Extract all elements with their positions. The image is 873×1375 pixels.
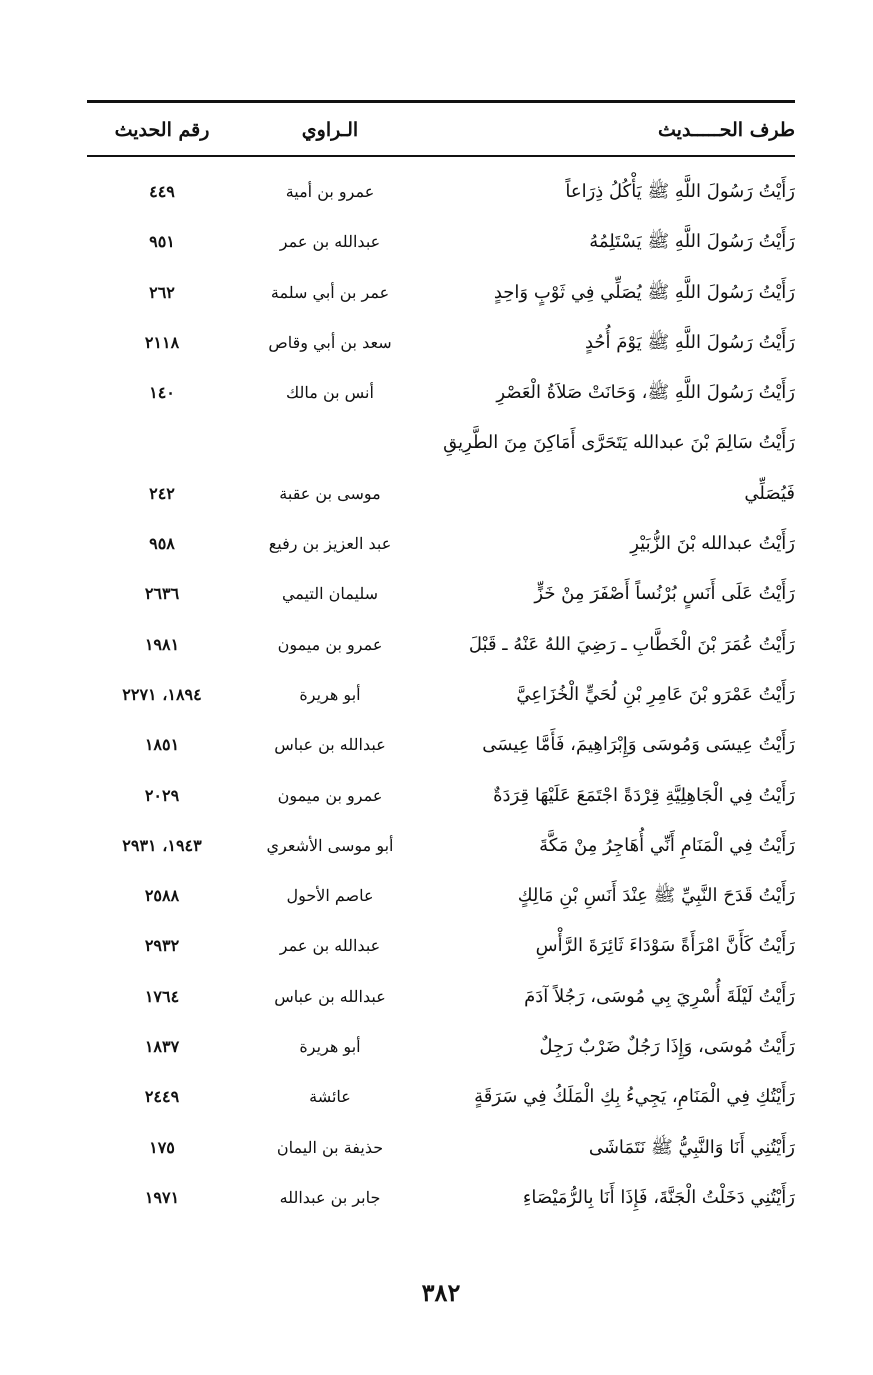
top-rule bbox=[87, 100, 795, 103]
table-row bbox=[87, 1075, 795, 1125]
hadith-text: رَأَيْتُ عِيسَى وَمُوسَى وَإِبْرَاهِيمَ، فَأَمَّا عِيسَى bbox=[482, 734, 795, 756]
narrator: سليمان التيمي bbox=[281, 584, 379, 604]
hadith-text: رَأَيْتُ عَلَى أَنَسٍ بُرْنُساً أَصْفَرَ مِنْ خَزٍّ bbox=[534, 583, 795, 605]
hadith-text: رَأَيْتُ مُوسَى، وَإِذَا رَجُلٌ ضَرْبٌ رَجِلٌ bbox=[539, 1036, 795, 1058]
narrator: موسى بن عقبة bbox=[279, 483, 381, 503]
header-rawi: الـراوي bbox=[301, 119, 359, 141]
narrator: جابر بن عبدالله bbox=[279, 1187, 381, 1207]
hadith-text: رَأَيْتُ لَيْلَةَ أُسْرِيَ بِي مُوسَى، رَجُلاً آدَمَ bbox=[524, 985, 795, 1007]
hadith-text: رَأَيْتُ عُمَرَ بْنَ الْخَطَّابِ ـ رَضِيَ اللهُ عَنْهُ ـ قَبْلَ bbox=[468, 633, 795, 655]
table-row bbox=[87, 924, 795, 974]
narrator: عمر بن أبي سلمة bbox=[270, 282, 390, 302]
narrator: عمرو بن ميمون bbox=[277, 785, 383, 805]
hadith-number: ٢٦٢ bbox=[149, 282, 175, 302]
table-row bbox=[87, 472, 795, 522]
hadith-number: ١٩٨١ bbox=[144, 634, 180, 654]
hadith-number: ٢٩٣٢ bbox=[144, 936, 180, 956]
table-body bbox=[87, 170, 795, 1226]
table-row bbox=[87, 874, 795, 924]
hadith-number: ١٨٩٤، ٢٢٧١ bbox=[122, 684, 202, 704]
table-row bbox=[87, 774, 795, 824]
narrator: عائشة bbox=[309, 1087, 351, 1107]
narrator: أبو هريرة bbox=[299, 1037, 361, 1057]
table-row bbox=[87, 271, 795, 321]
narrator: أبو هريرة bbox=[299, 684, 361, 704]
hadith-text: رَأَيْتُ سَالِمَ بْنَ عبدالله يَتَحَرَّى أَمَاكِنَ مِنَ الطَّرِيقِ bbox=[443, 432, 795, 454]
hadith-number: ١٨٣٧ bbox=[144, 1037, 180, 1057]
hadith-number: ١٩٧١ bbox=[144, 1187, 180, 1207]
hadith-number: ١٩٤٣، ٢٩٣١ bbox=[122, 835, 202, 855]
table-row bbox=[87, 321, 795, 371]
hadith-number: ٢١١٨ bbox=[144, 332, 180, 352]
hadith-text: رَأَيْتُ قَدَحَ النَّبِيِّ ﷺ عِنْدَ أَنَسِ بْنِ مَالِكٍ bbox=[517, 885, 795, 907]
table-row bbox=[87, 170, 795, 220]
hadith-text: رَأَيْتُ كَأَنَّ امْرَأَةً سَوْدَاءَ ثَائِرَةَ الرَّأْسِ bbox=[535, 935, 795, 957]
hadith-text: رَأَيْتُ رَسُولَ اللَّهِ ﷺ يَأْكُلُ ذِرَاعاً bbox=[565, 181, 795, 202]
narrator: عاصم الأحول bbox=[286, 886, 374, 906]
hadith-text: رَأَيْتُنِي دَخَلْتُ الْجَنَّةَ، فَإِذَا أَنَا بِالرُّمَيْصَاءِ bbox=[522, 1186, 795, 1208]
narrator: أبو موسى الأشعري bbox=[266, 835, 394, 855]
table-row bbox=[87, 1126, 795, 1176]
table-row bbox=[87, 421, 795, 471]
narrator: عبد العزيز بن رفيع bbox=[268, 534, 392, 554]
table-row bbox=[87, 572, 795, 622]
index-page bbox=[87, 100, 795, 1307]
header-hadith: طرف الحـــــديث bbox=[658, 119, 795, 141]
hadith-text: رَأَيْتُ فِي الْمَنَامِ أَنِّي أُهَاجِرُ مِنْ مَكَّةَ bbox=[539, 834, 795, 856]
hadith-number: ١٤٠ bbox=[149, 383, 175, 403]
hadith-text: رَأَيْتُكِ فِي الْمَنَامِ، يَجِيءُ بِكِ الْمَلَكُ فِي سَرَقَةٍ bbox=[474, 1086, 795, 1108]
hadith-text: رَأَيْتُ رَسُولَ اللَّهِ ﷺ يُصَلِّي فِي ثَوْبٍ وَاحِدٍ bbox=[493, 281, 795, 303]
hadith-text: فَيُصَلِّي bbox=[744, 482, 795, 504]
hadith-number: ١٨٥١ bbox=[144, 735, 180, 755]
narrator: عبدالله بن عباس bbox=[274, 735, 386, 755]
hadith-number: ٢٤٢ bbox=[149, 483, 175, 503]
narrator: عبدالله بن عباس bbox=[274, 986, 386, 1006]
table-row bbox=[87, 975, 795, 1025]
hadith-text: رَأَيْتُ رَسُولَ اللَّهِ ﷺ، وَحَانَتْ صَلاَةُ الْعَصْرِ bbox=[496, 382, 795, 404]
hadith-text: رَأَيْتُنِي أَنَا وَالنَّبِيُّ ﷺ نَتَمَاشَى bbox=[588, 1136, 795, 1158]
hadith-text: رَأَيْتُ فِي الْجَاهِلِيَّةِ قِرْدَةً اجْتَمَعَ عَلَيْهَا قِرَدَةٌ bbox=[493, 784, 795, 806]
hadith-number: ٢٦٣٦ bbox=[144, 584, 180, 604]
narrator: عمرو بن ميمون bbox=[277, 634, 383, 654]
hadith-number: ١٧٦٤ bbox=[144, 986, 180, 1006]
narrator: عمرو بن أمية bbox=[285, 182, 375, 201]
table-header bbox=[87, 112, 795, 148]
hadith-number: ٩٥٨ bbox=[149, 534, 175, 554]
hadith-number: ١٧٥ bbox=[149, 1137, 175, 1157]
table-row bbox=[87, 824, 795, 874]
table-row bbox=[87, 623, 795, 673]
hadith-number: ٢٠٢٩ bbox=[144, 785, 180, 805]
table-row bbox=[87, 522, 795, 572]
header-number: رقم الحديث bbox=[114, 119, 210, 141]
hadith-number: ٢٤٤٩ bbox=[144, 1087, 180, 1107]
table-row bbox=[87, 723, 795, 773]
hadith-number: ٩٥١ bbox=[149, 232, 175, 252]
table-row bbox=[87, 673, 795, 723]
table-row bbox=[87, 1176, 795, 1226]
narrator: عبدالله بن عمر bbox=[279, 936, 381, 956]
header-rule bbox=[87, 155, 795, 157]
narrator: أنس بن مالك bbox=[286, 383, 374, 403]
hadith-number: ٢٥٨٨ bbox=[144, 886, 180, 906]
table-row bbox=[87, 371, 795, 421]
narrator: حذيفة بن اليمان bbox=[276, 1137, 384, 1157]
hadith-number: ٤٤٩ bbox=[149, 182, 175, 201]
narrator: عبدالله بن عمر bbox=[279, 232, 381, 252]
narrator: سعد بن أبي وقاص bbox=[268, 332, 392, 352]
hadith-text: رَأَيْتُ رَسُولَ اللَّهِ ﷺ يَسْتَلِمُهُ bbox=[589, 231, 795, 253]
page-number: ٣٨٢ bbox=[421, 1278, 461, 1307]
hadith-text: رَأَيْتُ عَمْرَو بْنَ عَامِرِ بْنِ لُحَيٍّ الْخُزَاعِيَّ bbox=[516, 683, 795, 705]
table-row bbox=[87, 1025, 795, 1075]
hadith-text: رَأَيْتُ رَسُولَ اللَّهِ ﷺ يَوْمَ أُحُدٍ bbox=[584, 331, 795, 353]
table-row bbox=[87, 220, 795, 270]
hadith-text: رَأَيْتُ عبدالله بْنَ الزُّبَيْرِ bbox=[630, 533, 795, 555]
